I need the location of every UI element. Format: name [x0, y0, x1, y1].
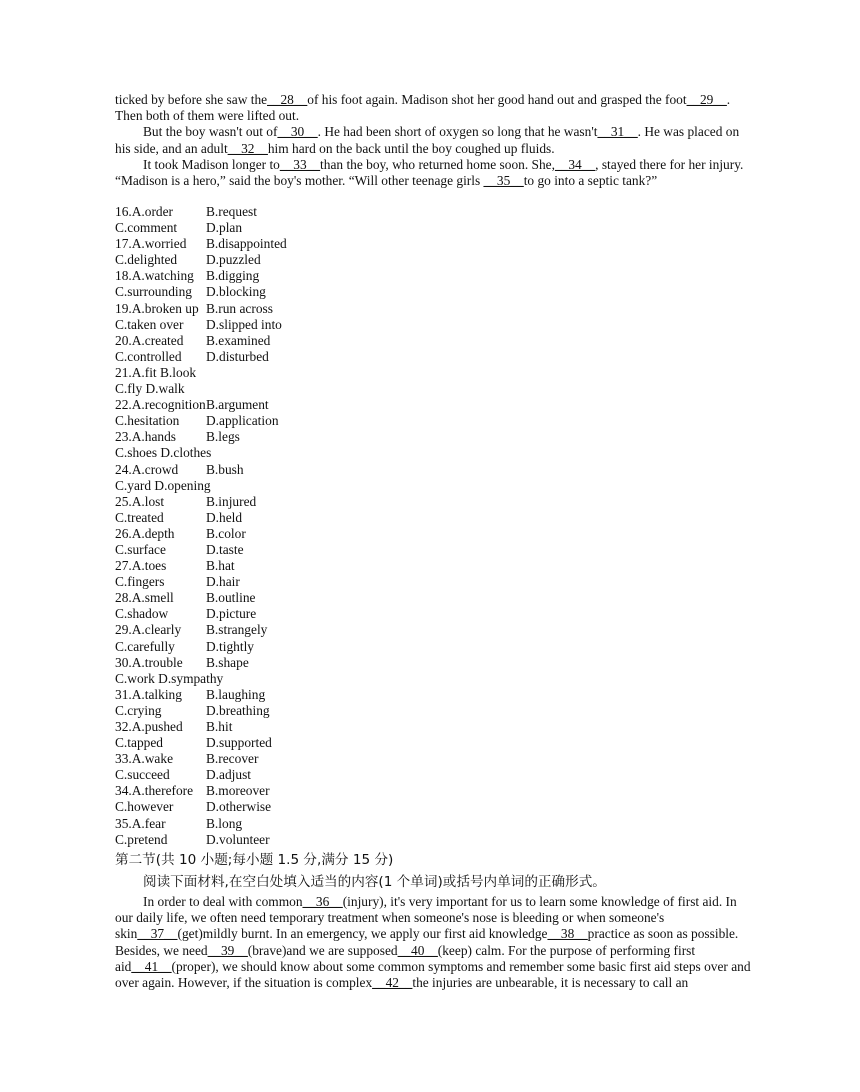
- option-right: D.otherwise: [206, 799, 272, 815]
- blank-38: __38__: [547, 926, 588, 942]
- option-left: 18.A.watching: [115, 268, 194, 284]
- option-left: C.delighted: [115, 252, 178, 268]
- option-left: C.comment: [115, 220, 178, 236]
- option-left: 35.A.fear: [115, 815, 166, 831]
- option-row: [115, 703, 287, 719]
- paragraph-3: [115, 157, 751, 189]
- option-row: [115, 767, 287, 783]
- blank-40: __40__: [397, 942, 438, 958]
- option-row: [115, 333, 287, 349]
- text: (get)mildly burnt. In an emergency, we apply our first aid knowledge: [177, 926, 548, 942]
- text: (keep) calm. For the purpose of performing first aid: [115, 942, 696, 974]
- option-left: C.controlled: [115, 348, 182, 364]
- text: (brave)and we are supposed: [247, 942, 398, 958]
- text: . Then both of them were lifted out.: [115, 92, 731, 124]
- option-right: D.taste: [206, 541, 244, 557]
- text: him hard on the back until the boy coughed up fluids.: [267, 140, 555, 156]
- blank-32: __32__: [227, 140, 268, 156]
- option-left: C.pretend: [115, 831, 168, 847]
- option-left: 22.A.recognition: [115, 397, 206, 413]
- option-right: B.hit: [206, 719, 233, 734]
- option-row: [115, 236, 287, 252]
- reading-passage-top: [115, 92, 751, 189]
- option-left: 28.A.smell: [115, 590, 174, 606]
- option-left: 20.A.created: [115, 332, 184, 348]
- option-right: B.outline: [206, 590, 256, 606]
- option-left: C.tapped: [115, 735, 163, 751]
- option-left: 31.A.talking: [115, 686, 182, 702]
- option-row: [115, 397, 287, 413]
- option-row: [115, 622, 287, 638]
- option-left: C.crying: [115, 702, 162, 718]
- option-row: [115, 365, 287, 381]
- option-left: C.surrounding: [115, 284, 192, 300]
- option-row: [115, 381, 287, 397]
- text: It took Madison longer to: [143, 156, 280, 172]
- option-row: [115, 735, 287, 751]
- option-right: B.argument: [206, 397, 269, 413]
- option-left: 30.A.trouble: [115, 654, 183, 670]
- text: . He had been short of oxygen so long that he wasn't: [317, 124, 598, 140]
- text: practice as soon as possible. Besides, we need: [115, 926, 739, 958]
- section-title: 第二节(共 10 小题;每小题 1.5 分,满分 15 分): [115, 852, 394, 868]
- text: the injuries are unbearable, it is necessary to call an: [412, 975, 689, 991]
- option-left: 19.A.broken up: [115, 300, 199, 316]
- blank-41: __41__: [131, 958, 172, 974]
- text: than the boy, who returned home soon. She,: [320, 156, 555, 172]
- option-right: D.blocking: [206, 284, 266, 300]
- option-row: [115, 204, 287, 220]
- option-row: [115, 783, 287, 799]
- text: In order to deal with common: [143, 894, 303, 909]
- option-left: 25.A.lost: [115, 493, 165, 509]
- option-left: 21.A.fit B.look: [115, 364, 197, 380]
- option-left: C.succeed: [115, 767, 170, 783]
- reading-passage-bottom: [115, 894, 751, 991]
- option-right: D.slipped into: [206, 316, 282, 332]
- option-row: [115, 590, 287, 606]
- option-row: [115, 478, 287, 494]
- option-left: 29.A.clearly: [115, 622, 182, 638]
- option-left: C.carefully: [115, 638, 175, 654]
- option-right: B.hat: [206, 558, 235, 574]
- option-right: B.color: [206, 525, 246, 541]
- option-right: D.held: [206, 509, 243, 525]
- option-right: B.digging: [206, 268, 260, 284]
- option-row: [115, 639, 287, 655]
- blank-37: __37__: [137, 926, 178, 942]
- option-right: D.application: [206, 413, 279, 429]
- option-right: B.disappointed: [206, 236, 287, 252]
- option-row: [115, 671, 287, 687]
- option-row: [115, 413, 287, 429]
- option-right: B.examined: [206, 332, 271, 348]
- blank-28: __28__: [267, 92, 308, 107]
- paragraph-2: [115, 124, 751, 156]
- option-left: C.shadow: [115, 606, 169, 622]
- blank-30: __30__: [277, 124, 318, 140]
- option-right: B.request: [206, 204, 257, 219]
- option-row: [115, 494, 287, 510]
- blank-35: __35__: [483, 173, 524, 189]
- option-row: [115, 751, 287, 767]
- option-right: B.laughing: [206, 686, 266, 702]
- option-right: D.disturbed: [206, 348, 269, 364]
- option-row: [115, 526, 287, 542]
- option-left: C.treated: [115, 509, 164, 525]
- option-row: [115, 510, 287, 526]
- option-right: D.breathing: [206, 702, 270, 718]
- text: to go into a septic tank?”: [523, 173, 658, 189]
- option-left: 27.A.toes: [115, 558, 167, 574]
- text: (proper), we should know about some common symptoms and remember some basic first aid steps over and over again. However, if the situation is complex: [115, 958, 751, 991]
- option-left: 16.A.order: [115, 204, 174, 219]
- option-row: [115, 268, 287, 284]
- option-right: D.volunteer: [206, 831, 270, 847]
- option-left: 24.A.crowd: [115, 461, 179, 477]
- option-row: [115, 655, 287, 671]
- option-row: [115, 799, 287, 815]
- option-right: B.shape: [206, 654, 249, 670]
- option-left: C.surface: [115, 541, 166, 557]
- option-row: [115, 462, 287, 478]
- text: . He was placed on his side, and an adult: [115, 124, 740, 156]
- option-left: 17.A.worried: [115, 236, 187, 252]
- option-row: [115, 317, 287, 333]
- option-left: C.fly D.walk: [115, 381, 185, 397]
- option-left: 34.A.therefore: [115, 783, 194, 799]
- option-row: [115, 220, 287, 236]
- text: , stayed there for her injury. “Madison is a hero,” said the boy's mother. “Will other teenage girls: [115, 156, 744, 189]
- option-row: [115, 816, 287, 832]
- option-row: [115, 558, 287, 574]
- option-row: [115, 719, 287, 735]
- text: (injury), it's very important for us to learn some knowledge of first aid. In our daily life, we often need temporary treatment when someone's nose is bleeding or when someone's skin: [115, 894, 737, 942]
- blank-39: __39__: [207, 942, 248, 958]
- option-row: [115, 542, 287, 558]
- option-left: 33.A.wake: [115, 751, 174, 767]
- option-left: C.hesitation: [115, 413, 180, 429]
- option-right: B.moreover: [206, 783, 270, 799]
- blank-33: __33__: [279, 156, 321, 172]
- option-left: C.fingers: [115, 574, 165, 590]
- paragraph-1: [115, 92, 751, 124]
- option-row: [115, 445, 287, 461]
- option-right: B.legs: [206, 429, 240, 445]
- option-right: B.strangely: [206, 622, 268, 638]
- text: But the boy wasn't out of: [143, 124, 278, 140]
- blank-36: __36__: [302, 894, 343, 909]
- option-right: D.picture: [206, 606, 257, 622]
- option-right: B.long: [206, 815, 243, 831]
- blank-42: __42__: [372, 975, 413, 991]
- option-left: 26.A.depth: [115, 525, 175, 541]
- text: ticked by before she saw the: [115, 92, 268, 107]
- option-row: [115, 301, 287, 317]
- option-left: 23.A.hands: [115, 429, 176, 445]
- blank-29: __29__: [686, 92, 727, 107]
- option-row: [115, 252, 287, 268]
- option-right: D.tightly: [206, 638, 254, 654]
- text: of his foot again. Madison shot her good hand out and grasped the foot: [307, 92, 687, 107]
- option-row: [115, 429, 287, 445]
- option-row: [115, 349, 287, 365]
- option-right: D.plan: [206, 220, 243, 236]
- option-left: C.however: [115, 799, 174, 815]
- paragraph-4: [115, 894, 751, 991]
- blank-34: __34__: [554, 156, 596, 172]
- option-left: 32.A.pushed: [115, 719, 183, 734]
- option-row: [115, 606, 287, 622]
- option-right: D.supported: [206, 735, 272, 751]
- option-row: [115, 832, 287, 848]
- option-row: [115, 284, 287, 300]
- option-row: [115, 574, 287, 590]
- option-right: B.run across: [206, 300, 273, 316]
- option-left: C.yard D.opening: [115, 477, 211, 493]
- option-right: D.hair: [206, 574, 240, 590]
- option-left: C.work D.sympathy: [115, 670, 224, 686]
- option-left: C.taken over: [115, 316, 184, 332]
- blank-31: __31__: [597, 124, 638, 140]
- option-right: B.recover: [206, 751, 259, 767]
- option-right: B.injured: [206, 493, 257, 509]
- option-right: D.puzzled: [206, 252, 261, 268]
- answer-options-list: [115, 204, 287, 848]
- section-instruction: 阅读下面材料,在空白处填入适当的内容(1 个单词)或括号内单词的正确形式。: [143, 874, 606, 890]
- option-right: D.adjust: [206, 767, 252, 783]
- option-right: B.bush: [206, 461, 244, 477]
- option-left: C.shoes D.clothes: [115, 445, 212, 461]
- option-row: [115, 687, 287, 703]
